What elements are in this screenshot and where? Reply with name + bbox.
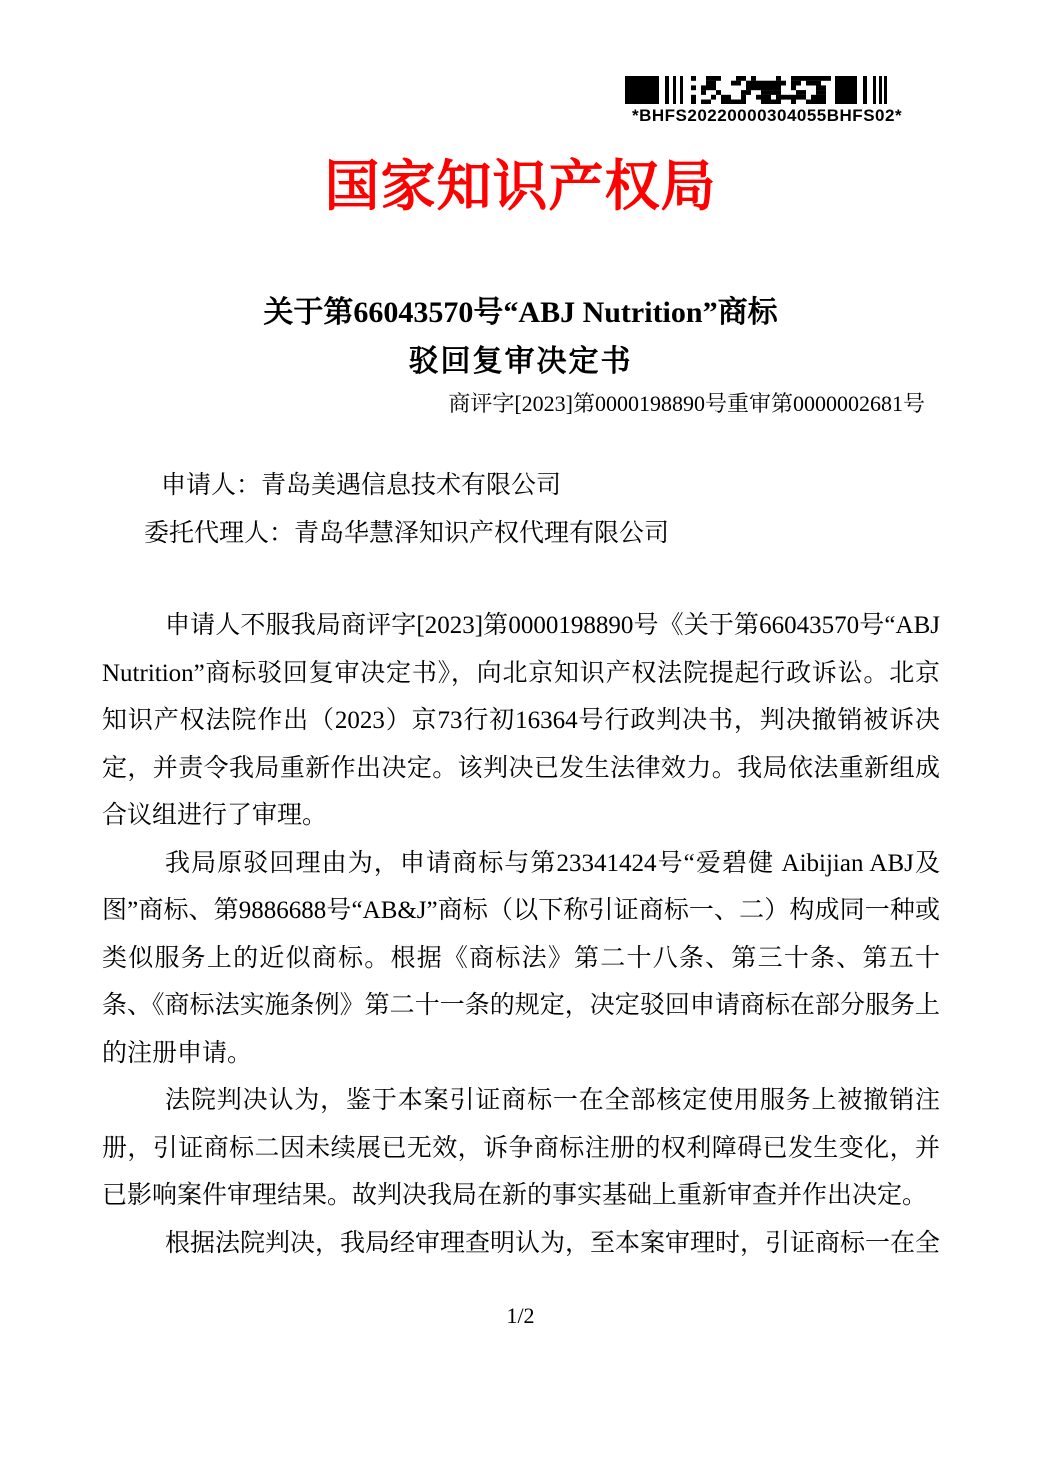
agent-line: 委托代理人：青岛华慧泽知识产权代理有限公司 <box>144 520 670 547</box>
document-title-line1: 关于第66043570号“ABJ Nutrition”商标 <box>263 296 778 329</box>
document-title <box>0 288 1041 386</box>
page-number: 1/2 <box>506 1303 535 1328</box>
barcode-graphic <box>625 76 887 104</box>
body-paragraph-2: 我局原驳回理由为，申请商标与第23341424号“爱碧健 Aibijian ABJ及图”商标、第9886688号“AB&J”商标（以下称引证商标一、二）构成同一种或类似服务上的近似商标。根据《商标法》第二十八条、第三十条、第五十条、《商标法实施条例》第二十一条的规定，决定驳回申请商标在部分服务上的注册申请。 <box>102 849 940 1067</box>
applicant-line: 申请人：青岛美遇信息技术有限公司 <box>161 472 562 499</box>
barcode-text: *BHFS20220000304055BHFS02* <box>632 106 903 125</box>
barcode <box>622 76 903 126</box>
barcode-noise <box>691 76 831 104</box>
body-paragraph-1: 申请人不服我局商评字[2023]第0000198890号《关于第66043570号“ABJ Nutrition”商标驳回复审决定书》，向北京知识产权法院提起行政诉讼。北京知识产权法院作出（2023）京73行初16364号行政判决书，判决撤销被诉决定，并责令我局重新作出决定。该判决已发生法律效力。我局依法重新组成合议组进行了审理。 <box>102 612 940 829</box>
agency-title: 国家知识产权局 <box>324 155 717 217</box>
document-title-line2: 驳回复审决定书 <box>408 345 633 378</box>
case-number: 商评字[2023]第0000198890号重审第0000002681号 <box>448 391 925 416</box>
body-paragraph-4: 根据法院判决，我局经审理查明认为，至本案审理时，引证商标一在全 <box>165 1229 941 1257</box>
body-paragraph-3: 法院判决认为，鉴于本案引证商标一在全部核定使用服务上被撤销注册，引证商标二因未续展已无效，诉争商标注册的权利障碍已发生变化，并已影响案件审理结果。故判决我局在新的事实基础上重新审查并作出决定。 <box>102 1087 940 1209</box>
parties-block <box>102 462 940 558</box>
document-body <box>102 602 940 1267</box>
